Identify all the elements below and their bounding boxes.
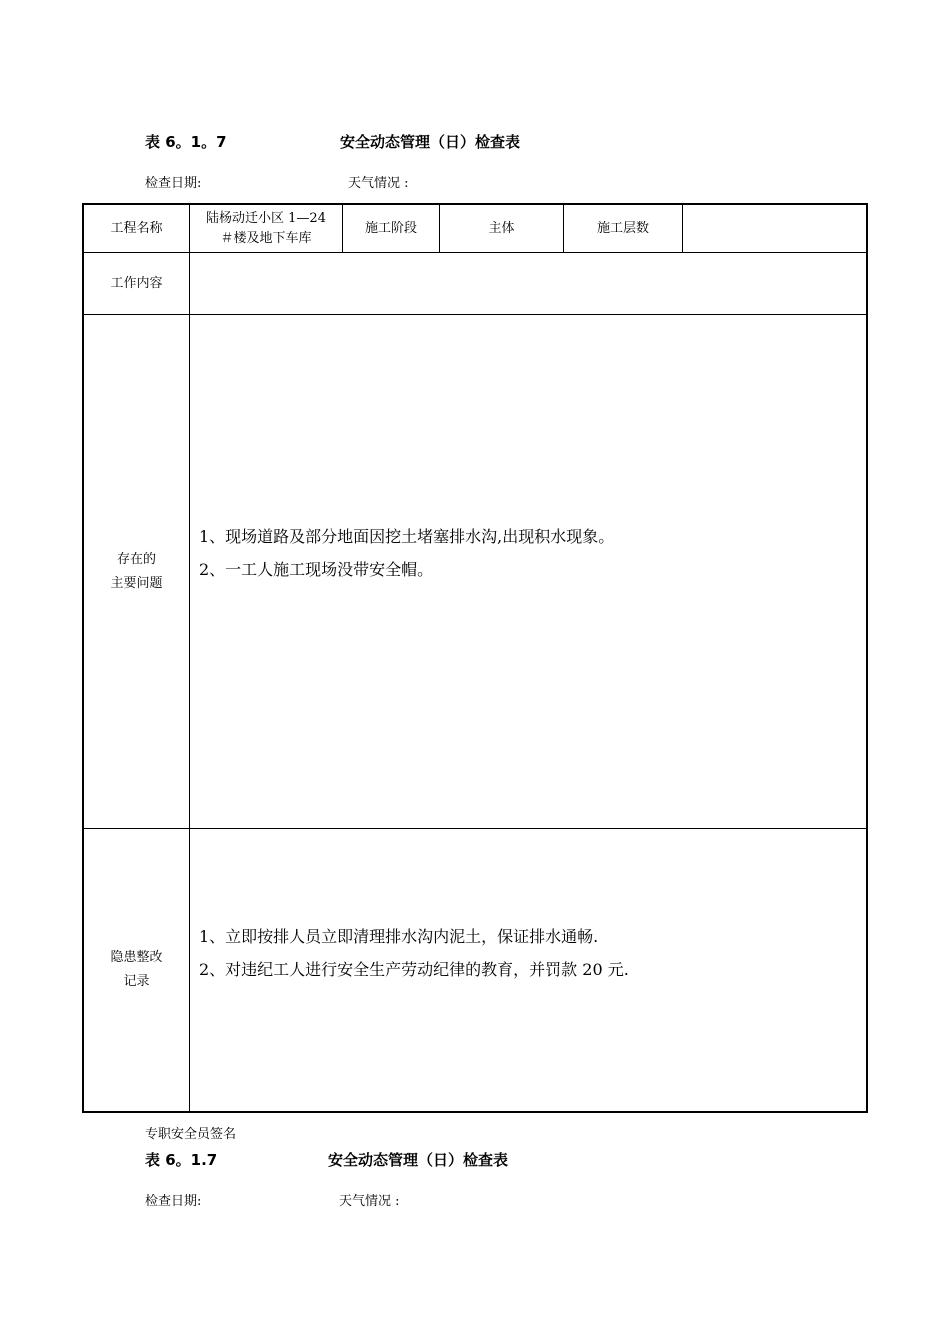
floors-label: 施工层数 [596, 220, 649, 236]
safety-officer-signature-label: 专职安全员签名 [145, 1127, 237, 1142]
rectification-label-line1: 隐患整改 [110, 950, 163, 965]
rectification-label-cell [84, 829, 189, 1111]
stage-value: 主体 [488, 220, 515, 236]
inspection-date-label: 检查日期: [145, 176, 202, 191]
table-number: 表 6。1。7 [145, 133, 227, 151]
weather-label: 天气情况 : [348, 176, 409, 191]
rectification-item: 1、立即按排人员立即清理排水沟内泥土，保证排水通畅. [199, 927, 599, 946]
issue-item: 2、一工人施工现场没带安全帽。 [199, 560, 434, 579]
project-name-label: 工程名称 [110, 220, 163, 236]
floors-label-cell [564, 205, 682, 252]
issues-label-cell [84, 315, 189, 828]
project-name-value-cell [190, 205, 342, 252]
row-divider [82, 828, 868, 829]
work-content-label: 工作内容 [110, 275, 163, 291]
floors-value-cell [683, 205, 866, 252]
stage-label: 施工阶段 [364, 220, 417, 236]
rectification-item: 2、对违纪工人进行安全生产劳动纪律的教育，并罚款 20 元. [199, 960, 629, 979]
issues-label-line1: 存在的 [116, 551, 156, 567]
table-number-2: 表 6。1.7 [145, 1151, 218, 1169]
project-name-label-cell [84, 205, 189, 252]
project-name-value-line1: 陆杨动迁小区 1—24 [206, 210, 326, 226]
row-divider [82, 314, 868, 315]
page-title: 安全动态管理（日）检查表 [340, 133, 521, 151]
work-content-label-cell [84, 253, 189, 314]
rectification-label-line2: 记录 [123, 974, 150, 989]
inspection-date-label-2: 检查日期: [145, 1194, 202, 1209]
issues-list [199, 520, 614, 586]
issues-label-line2: 主要问题 [110, 575, 163, 591]
column-divider [189, 203, 190, 1113]
work-content-value-cell [190, 253, 866, 314]
stage-value-cell [440, 205, 563, 252]
rectification-list [199, 920, 629, 986]
stage-label-cell [343, 205, 439, 252]
issue-item: 1、现场道路及部分地面因挖土堵塞排水沟,出现积水现象。 [199, 527, 615, 546]
project-name-value-line2: ＃楼及地下车库 [220, 230, 312, 246]
page-title-2: 安全动态管理（日）检查表 [328, 1151, 509, 1169]
weather-label-2: 天气情况 : [339, 1194, 400, 1209]
